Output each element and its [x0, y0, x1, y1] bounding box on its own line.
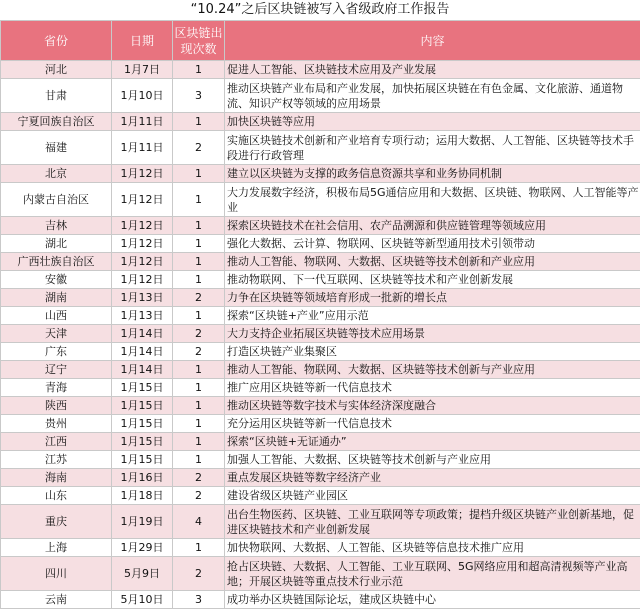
count-cell: 2	[173, 289, 225, 307]
table-row	[1, 343, 640, 361]
date-cell: 1月13日	[112, 307, 173, 325]
date-cell: 1月15日	[112, 433, 173, 451]
content-cell: 加快区块链等应用	[225, 113, 640, 131]
count-cell: 1	[173, 361, 225, 379]
province-cell: 湖南	[1, 289, 112, 307]
count-cell: 1	[173, 165, 225, 183]
province-cell: 四川	[1, 557, 112, 591]
content-cell: 推广应用区块链等新一代信息技术	[225, 379, 640, 397]
count-cell: 1	[173, 379, 225, 397]
date-cell: 1月10日	[112, 79, 173, 113]
content-cell: 推动区块链产业布局和产业发展，加快拓展区块链在有色金属、文化旅游、通道物流、知识产权等领域的应用场景	[225, 79, 640, 113]
content-cell: 力争在区块链等领域培育形成一批新的增长点	[225, 289, 640, 307]
table-row	[1, 539, 640, 557]
table-row	[1, 235, 640, 253]
count-cell: 4	[173, 505, 225, 539]
table-row	[1, 451, 640, 469]
count-cell: 1	[173, 61, 225, 79]
province-cell: 广东	[1, 343, 112, 361]
date-cell: 1月15日	[112, 415, 173, 433]
table-row	[1, 61, 640, 79]
content-cell: 大力发展数字经济，积极布局5G通信应用和大数据、区块链、物联网、人工智能等产业	[225, 183, 640, 217]
table-row	[1, 557, 640, 591]
count-cell: 1	[173, 451, 225, 469]
content-cell: 建立以区块链为支撑的政务信息资源共享和业务协同机制	[225, 165, 640, 183]
count-cell: 2	[173, 343, 225, 361]
content-cell: 促进人工智能、区块链技术应用及产业发展	[225, 61, 640, 79]
date-cell: 1月7日	[112, 61, 173, 79]
count-cell: 1	[173, 307, 225, 325]
province-cell: 内蒙古自治区	[1, 183, 112, 217]
province-cell: 云南	[1, 591, 112, 609]
date-cell: 1月11日	[112, 131, 173, 165]
content-cell: 出台生物医药、区块链、工业互联网等专项政策；提档升级区块链产业创新基地，促进区块链技术和产业创新发展	[225, 505, 640, 539]
table-row	[1, 379, 640, 397]
data-table	[0, 20, 640, 609]
province-cell: 贵州	[1, 415, 112, 433]
content-cell: 实施区块链技术创新和产业培育专项行动；运用大数据、人工智能、区块链等技术手段进行行政管理	[225, 131, 640, 165]
date-cell: 5月10日	[112, 591, 173, 609]
table-row	[1, 289, 640, 307]
table-row	[1, 165, 640, 183]
province-cell: 吉林	[1, 217, 112, 235]
count-cell: 1	[173, 235, 225, 253]
count-cell: 1	[173, 415, 225, 433]
date-cell: 1月11日	[112, 113, 173, 131]
content-cell: 打造区块链产业集聚区	[225, 343, 640, 361]
count-cell: 1	[173, 539, 225, 557]
date-cell: 1月15日	[112, 397, 173, 415]
content-cell: 重点发展区块链等数字经济产业	[225, 469, 640, 487]
content-cell: 建设省级区块链产业园区	[225, 487, 640, 505]
table-row	[1, 217, 640, 235]
province-cell: 甘肃	[1, 79, 112, 113]
date-cell: 1月13日	[112, 289, 173, 307]
count-cell: 1	[173, 433, 225, 451]
content-cell: 推动物联网、下一代互联网、区块链等技术和产业创新发展	[225, 271, 640, 289]
table-row	[1, 505, 640, 539]
content-cell: 加快物联网、大数据、人工智能、区块链等信息技术推广应用	[225, 539, 640, 557]
date-cell: 1月15日	[112, 379, 173, 397]
page-title: “10.24”之后区块链被写入省级政府工作报告	[190, 2, 450, 17]
table-row	[1, 79, 640, 113]
table-row	[1, 591, 640, 609]
province-cell: 重庆	[1, 505, 112, 539]
header-province: 省份	[1, 21, 112, 61]
count-cell: 1	[173, 271, 225, 289]
count-cell: 2	[173, 469, 225, 487]
content-cell: 推动人工智能、物联网、大数据、区块链等技术创新与产业应用	[225, 361, 640, 379]
content-cell: 大力支持企业拓展区块链等技术应用场景	[225, 325, 640, 343]
province-cell: 辽宁	[1, 361, 112, 379]
date-cell: 1月19日	[112, 505, 173, 539]
table-header-row	[1, 21, 640, 61]
count-cell: 1	[173, 183, 225, 217]
province-cell: 安徽	[1, 271, 112, 289]
date-cell: 1月12日	[112, 183, 173, 217]
content-cell: 成功举办区块链国际论坛，建成区块链中心	[225, 591, 640, 609]
province-cell: 宁夏回族自治区	[1, 113, 112, 131]
province-cell: 青海	[1, 379, 112, 397]
date-cell: 1月12日	[112, 253, 173, 271]
table-body	[1, 61, 640, 609]
table-row	[1, 131, 640, 165]
content-cell: 探索“区块链+无证通办”	[225, 433, 640, 451]
date-cell: 1月12日	[112, 217, 173, 235]
province-cell: 江西	[1, 433, 112, 451]
content-cell: 探索“区块链+产业”应用示范	[225, 307, 640, 325]
date-cell: 1月12日	[112, 271, 173, 289]
count-cell: 1	[173, 397, 225, 415]
content-cell: 探索区块链技术在社会信用、农产品溯源和供应链管理等领域应用	[225, 217, 640, 235]
count-cell: 2	[173, 131, 225, 165]
content-cell: 推动人工智能、物联网、大数据、区块链等技术创新和产业应用	[225, 253, 640, 271]
province-cell: 北京	[1, 165, 112, 183]
province-cell: 山东	[1, 487, 112, 505]
table-row	[1, 397, 640, 415]
header-count: 区块链出现次数	[173, 21, 225, 61]
table-row	[1, 113, 640, 131]
table-row	[1, 487, 640, 505]
header-date: 日期	[112, 21, 173, 61]
province-cell: 海南	[1, 469, 112, 487]
date-cell: 1月18日	[112, 487, 173, 505]
table-row	[1, 433, 640, 451]
content-cell: 强化大数据、云计算、物联网、区块链等新型通用技术引领带动	[225, 235, 640, 253]
date-cell: 1月15日	[112, 451, 173, 469]
province-cell: 陕西	[1, 397, 112, 415]
table-row	[1, 183, 640, 217]
table-row	[1, 361, 640, 379]
date-cell: 1月29日	[112, 539, 173, 557]
date-cell: 1月12日	[112, 235, 173, 253]
count-cell: 1	[173, 113, 225, 131]
count-cell: 2	[173, 487, 225, 505]
table-row	[1, 469, 640, 487]
province-cell: 天津	[1, 325, 112, 343]
date-cell: 1月14日	[112, 343, 173, 361]
count-cell: 2	[173, 557, 225, 591]
province-cell: 江苏	[1, 451, 112, 469]
province-cell: 湖北	[1, 235, 112, 253]
date-cell: 1月14日	[112, 361, 173, 379]
content-cell: 推动区块链等数字技术与实体经济深度融合	[225, 397, 640, 415]
date-cell: 1月12日	[112, 165, 173, 183]
table-row	[1, 415, 640, 433]
date-cell: 1月16日	[112, 469, 173, 487]
province-cell: 广西壮族自治区	[1, 253, 112, 271]
content-cell: 抢占区块链、大数据、人工智能、工业互联网、5G网络应用和超高清视频等产业高地；开展区块链等重点技术行业示范	[225, 557, 640, 591]
count-cell: 1	[173, 253, 225, 271]
table-row	[1, 325, 640, 343]
count-cell: 3	[173, 79, 225, 113]
province-cell: 河北	[1, 61, 112, 79]
table-row	[1, 271, 640, 289]
date-cell: 1月14日	[112, 325, 173, 343]
count-cell: 3	[173, 591, 225, 609]
content-cell: 充分运用区块链等新一代信息技术	[225, 415, 640, 433]
content-cell: 加强人工智能、大数据、区块链等技术创新与产业应用	[225, 451, 640, 469]
province-cell: 上海	[1, 539, 112, 557]
table-row	[1, 307, 640, 325]
table-row	[1, 253, 640, 271]
date-cell: 5月9日	[112, 557, 173, 591]
province-cell: 山西	[1, 307, 112, 325]
count-cell: 2	[173, 325, 225, 343]
header-content: 内容	[225, 21, 640, 61]
count-cell: 1	[173, 217, 225, 235]
province-cell: 福建	[1, 131, 112, 165]
